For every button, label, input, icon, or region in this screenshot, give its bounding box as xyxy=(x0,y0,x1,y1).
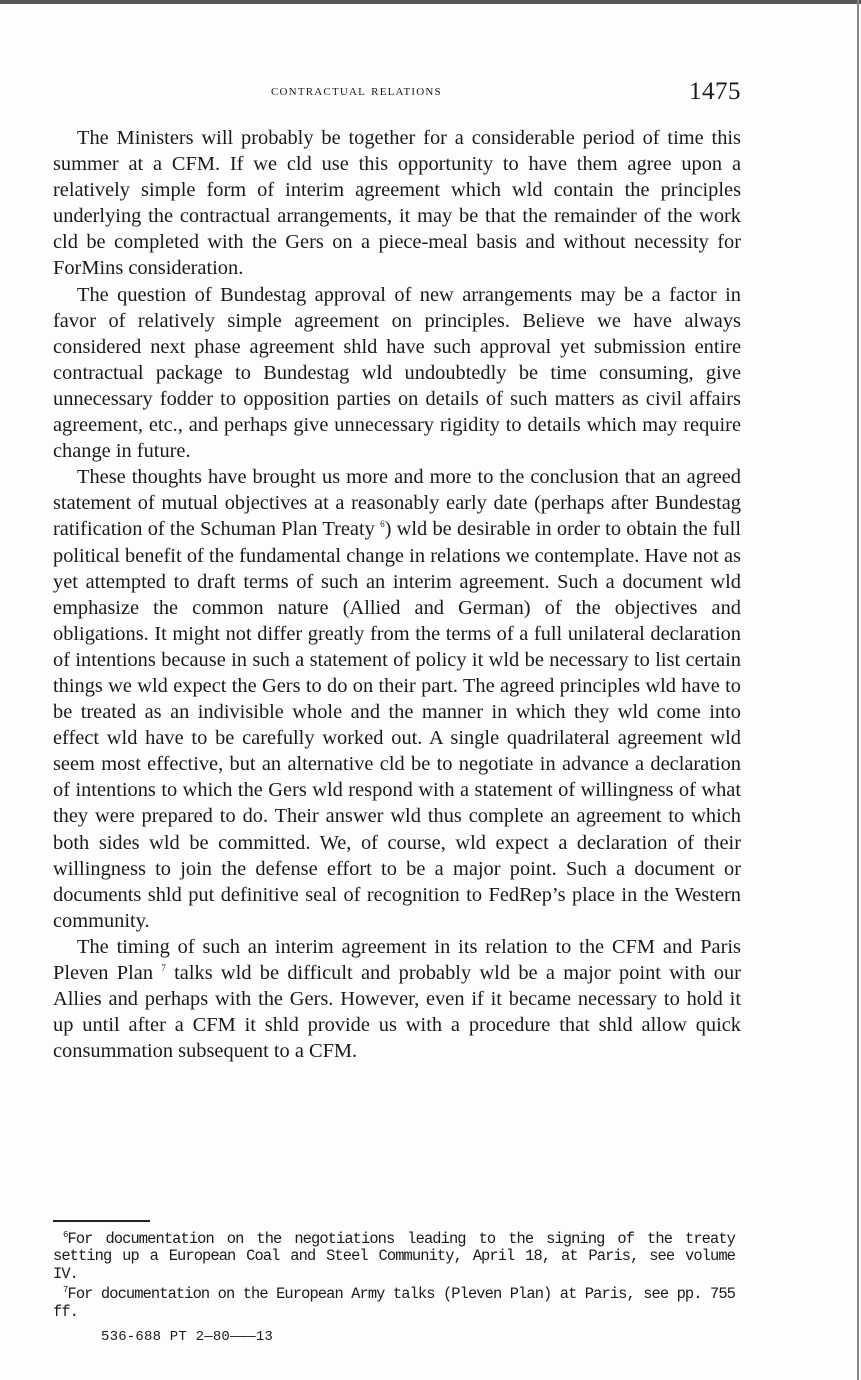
document-page xyxy=(53,70,741,1345)
paragraph-3-text-b: ) wld be desirable in order to obtain the full political benefit of the fundamental change in relations we contemplate. Have not as yet attempted to draft terms of such an interim agreement. Such a document wld emphasize the common nature (Allied and German) of the objectives and obligations. It might not differ greatly from the terms of a full unilateral declaration of intentions because in such a statement of policy it wld be necessary to list certain things we wld expect the Gers to do on their part. The agreed principles wld have to be treated as an indivisible whole and the manner in which they wld come into effect wld have to be carefully worked out. A single quadrilateral agreement wld seem most effective, but an alternative cld be to negotiate in advance a declaration of intentions to which the Gers wld respond with a statement of willingness of what they were prepared to do. Their answer wld thus complete an agreement to which both sides wld be committed. We, of course, wld expect a declaration of their willingness to join the defense effort to be a major point. Such a document or documents shld put definitive seal of recognition to FedRep’s place in the Western community. xyxy=(53,518,741,932)
paragraph-4-text-a: The timing of such an interim agreement in its relation to the CFM and Paris Pleven Plan xyxy=(53,935,741,984)
footnote-number: 7 xyxy=(63,1285,68,1296)
paragraph-3 xyxy=(53,464,741,934)
body-text xyxy=(53,125,741,1064)
printer-imprint: 536-688 PT 2—80———13 xyxy=(101,1329,274,1345)
page-number: 1475 xyxy=(689,78,741,105)
footnotes xyxy=(53,1231,735,1324)
running-head xyxy=(53,70,741,110)
paragraph-1: The Ministers will probably be together for a considerable period of time this summer at a CFM. If we cld use this opportunity to have them agree upon a relatively simple form of interim agreement which wld contain the principles underlying the contractual arrangements, it may be that the remainder of the work cld be completed with the Gers on a piece-meal basis and without necessity for ForMins consideration. xyxy=(53,127,741,280)
footnote-6 xyxy=(53,1231,735,1283)
running-title: contractual relations xyxy=(271,82,442,99)
footnote-text: For documentation on the European Army talks (Pleven Plan) at Paris, see pp. 755 ff. xyxy=(53,1285,735,1321)
footnote-7 xyxy=(53,1286,735,1321)
right-page-edge xyxy=(857,0,859,1380)
paragraph-4 xyxy=(53,934,741,1064)
paragraph-3-text-a: These thoughts have brought us more and more to the conclusion that an agreed statement of mutual objectives at a reasonably early date (perhaps after Bundestag ratification of the Schuman Plan Treaty xyxy=(53,466,741,541)
footnote-text: For documentation on the negotiations leading to the signing of the treaty setting up a European Coal and Steel Community, April 18, at Paris, see volume IV. xyxy=(53,1230,735,1283)
footnote-divider xyxy=(53,1220,150,1222)
footnote-ref-6[interactable]: 6 xyxy=(380,519,385,530)
footnote-ref-7[interactable]: 7 xyxy=(161,963,166,974)
top-page-edge xyxy=(0,0,861,4)
footnote-number: 6 xyxy=(63,1229,68,1240)
paragraph-2: The question of Bundestag approval of new arrangements may be a factor in favor of relatively simple agreement on principles. Believe we have always considered next phase agreement shld have such approval yet submission entire contractual package to Bundestag wld undoubtedly be time consuming, give unnecessary fodder to opposition parties on details of such matters as civil affairs agreement, etc., and perhaps give unnecessary rigidity to details which may require change in future. xyxy=(53,283,741,463)
paragraph-4-text-b: talks wld be difficult and probably wld be a major point with our Allies and perhaps with the Gers. However, even if it became necessary to hold it up until after a CFM it shld provide us with a procedure that shld allow quick consummation subsequent to a CFM. xyxy=(53,962,741,1063)
